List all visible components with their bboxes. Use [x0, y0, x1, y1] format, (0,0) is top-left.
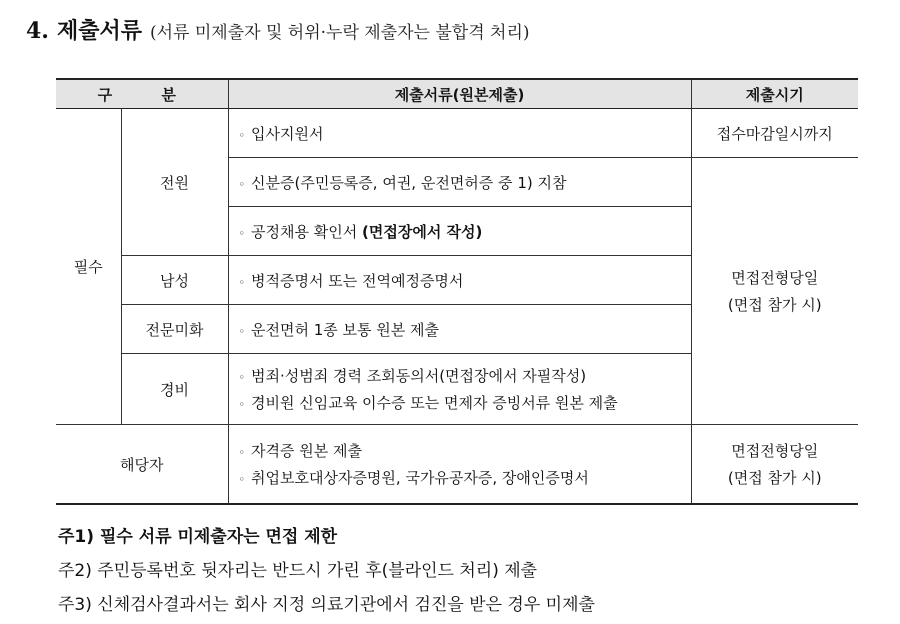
doc-applicable: ◦ 자격증 원본 제출 ◦ 취업보호대상자증명원, 국가유공자증, 장애인증명서	[228, 425, 691, 505]
subgroup-professional: 전문미화	[121, 305, 228, 354]
doc-military: ◦ 병적증명서 또는 전역예정증명서	[228, 256, 691, 305]
bullet-icon: ◦	[238, 446, 246, 459]
doc-driver-license: ◦ 운전면허 1종 보통 원본 제출	[228, 305, 691, 354]
bullet-icon: ◦	[238, 473, 246, 486]
documents-table	[56, 78, 858, 505]
subgroup-security: 경비	[121, 354, 228, 425]
doc-application: ◦ 입사지원서	[228, 109, 691, 158]
section-number: 4.	[26, 18, 49, 44]
header-documents: 제출서류(원본제출)	[228, 79, 691, 109]
subgroup-male: 남성	[121, 256, 228, 305]
section-title: 제출서류	[56, 19, 142, 44]
group-required: 필수	[56, 109, 121, 425]
note-3: 주3) 신체검사결과서는 회사 지정 의료기관에서 검진을 받은 경우 미제출	[58, 595, 595, 615]
bullet-icon: ◦	[238, 275, 246, 289]
timing-deadline: 접수마감일시까지	[691, 109, 858, 158]
subgroup-all: 전원	[121, 109, 228, 256]
note-1: 주1) 필수 서류 미제출자는 면접 제한	[58, 527, 338, 547]
doc-security: ◦ 범죄·성범죄 경력 조회동의서(면접장에서 자필작성) ◦ 경비원 신임교육 이수증 또는 면제자 증빙서류 원본 제출	[228, 354, 691, 425]
header-timing: 제출시기	[691, 79, 858, 109]
bullet-icon: ◦	[238, 324, 246, 338]
header-category: 구 분	[56, 79, 228, 109]
doc-id-copy: ◦ 신분증(주민등록증, 여권, 운전면허증 중 1) 지참	[228, 158, 691, 207]
table-row	[56, 425, 858, 505]
timing-interview-2: 면접전형당일 (면접 참가 시)	[691, 425, 858, 505]
section-subtitle: (서류 미제출자 및 허위·누락 제출자는 불합격 처리)	[149, 23, 530, 43]
section-heading	[26, 14, 530, 45]
table-row	[56, 109, 858, 158]
bullet-icon: ◦	[238, 398, 246, 411]
bullet-icon: ◦	[238, 177, 246, 191]
group-applicable: 해당자	[56, 425, 228, 505]
note-2: 주2) 주민등록번호 뒷자리는 반드시 가린 후(블라인드 처리) 제출	[58, 561, 538, 581]
bullet-icon: ◦	[238, 128, 246, 142]
bullet-icon: ◦	[238, 371, 246, 384]
bullet-icon: ◦	[238, 226, 246, 240]
doc-fair-hiring: ◦ 공정채용 확인서 (면접장에서 작성)	[228, 207, 691, 256]
table-header-row	[56, 79, 858, 109]
notes	[58, 520, 595, 622]
timing-interview: 면접전형당일 (면접 참가 시)	[691, 158, 858, 425]
